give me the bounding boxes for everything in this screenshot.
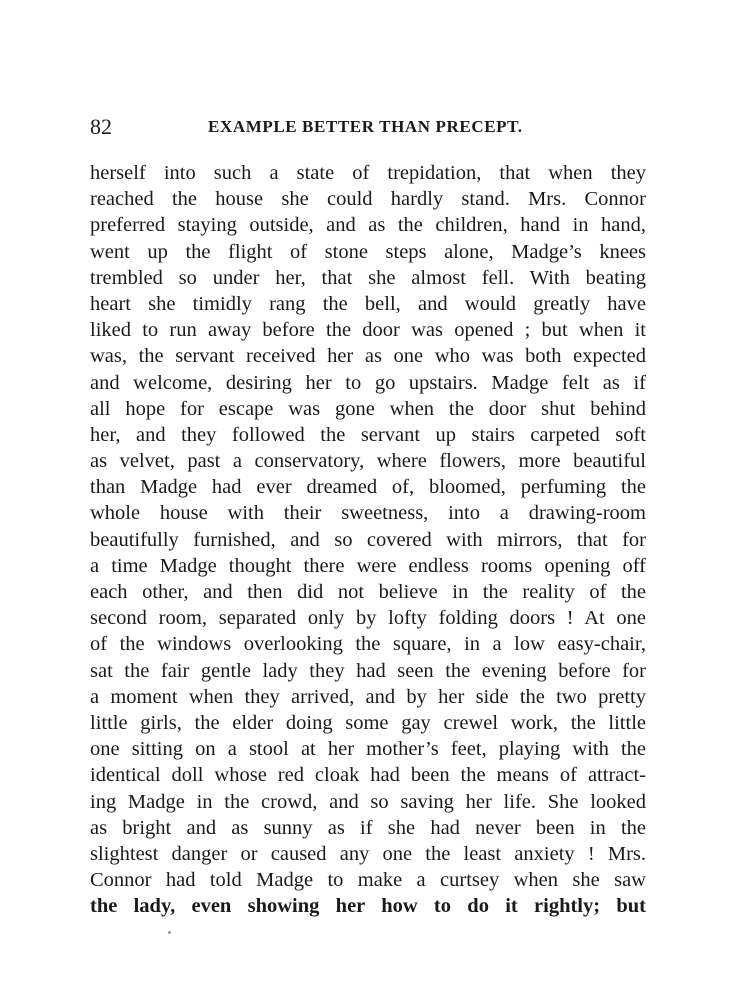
text-line: than Madge had ever dreamed of, bloomed, perfuming the — [90, 476, 646, 499]
text-line: as velvet, past a conservatory, where flowers, more beautiful — [90, 450, 646, 473]
text-line: a time Madge thought there were endless rooms opening off — [90, 554, 646, 577]
text-line: the lady, even showing her how to do it rightly; but — [90, 895, 646, 918]
text-line: sat the fair gentle lady they had seen the evening before for — [90, 659, 646, 682]
text-line: and welcome, desiring her to go upstairs. Madge felt as if — [90, 371, 646, 394]
text-line: trembled so under her, that she almost fell. With beating — [90, 266, 646, 289]
running-title: EXAMPLE BETTER THAN PRECEPT. — [208, 117, 523, 136]
paper-speck — [168, 931, 171, 934]
text-line: herself into such a state of trepidation, that when they — [90, 162, 646, 184]
text-line: each other, and then did not believe in the reality of the — [90, 581, 646, 603]
text-line: all hope for escape was gone when the door shut behind — [90, 397, 646, 420]
text-line: identical doll whose red cloak had been the means of attract- — [90, 764, 646, 787]
text-line: preferred staying outside, and as the children, hand in hand, — [90, 214, 646, 237]
body-text — [90, 160, 646, 919]
text-line: heart she timidly rang the bell, and would greatly have — [90, 292, 646, 315]
text-line: her, and they followed the servant up stairs carpeted soft — [90, 423, 646, 446]
text-line: liked to run away before the door was opened ; but when it — [90, 319, 646, 342]
text-line: a moment when they arrived, and by her side the two pretty — [90, 685, 646, 708]
text-line: as bright and as sunny as if she had never been in the — [90, 816, 646, 839]
text-line: of the windows overlooking the square, in a low easy-chair, — [90, 633, 646, 656]
running-head — [90, 112, 645, 142]
text-line: little girls, the elder doing some gay crewel work, the little — [90, 711, 646, 734]
text-line: second room, separated only by lofty folding doors ! At one — [90, 607, 646, 630]
text-line: one sitting on a stool at her mother’s feet, playing with the — [90, 738, 646, 761]
text-line: was, the servant received her as one who was both expected — [90, 345, 646, 368]
text-line: ing Madge in the crowd, and so saving her life. She looked — [90, 790, 646, 813]
text-line: went up the flight of stone steps alone, Madge’s knees — [90, 240, 646, 263]
text-line: beautifully furnished, and so covered with mirrors, that for — [90, 528, 646, 551]
page-number: 82 — [90, 114, 112, 139]
text-line: whole house with their sweetness, into a drawing-room — [90, 502, 646, 525]
text-line: Connor had told Madge to make a curtsey when she saw — [90, 869, 646, 892]
text-line: slightest danger or caused any one the least anxiety ! Mrs. — [90, 842, 646, 865]
text-line: reached the house she could hardly stand. Mrs. Connor — [90, 188, 646, 211]
